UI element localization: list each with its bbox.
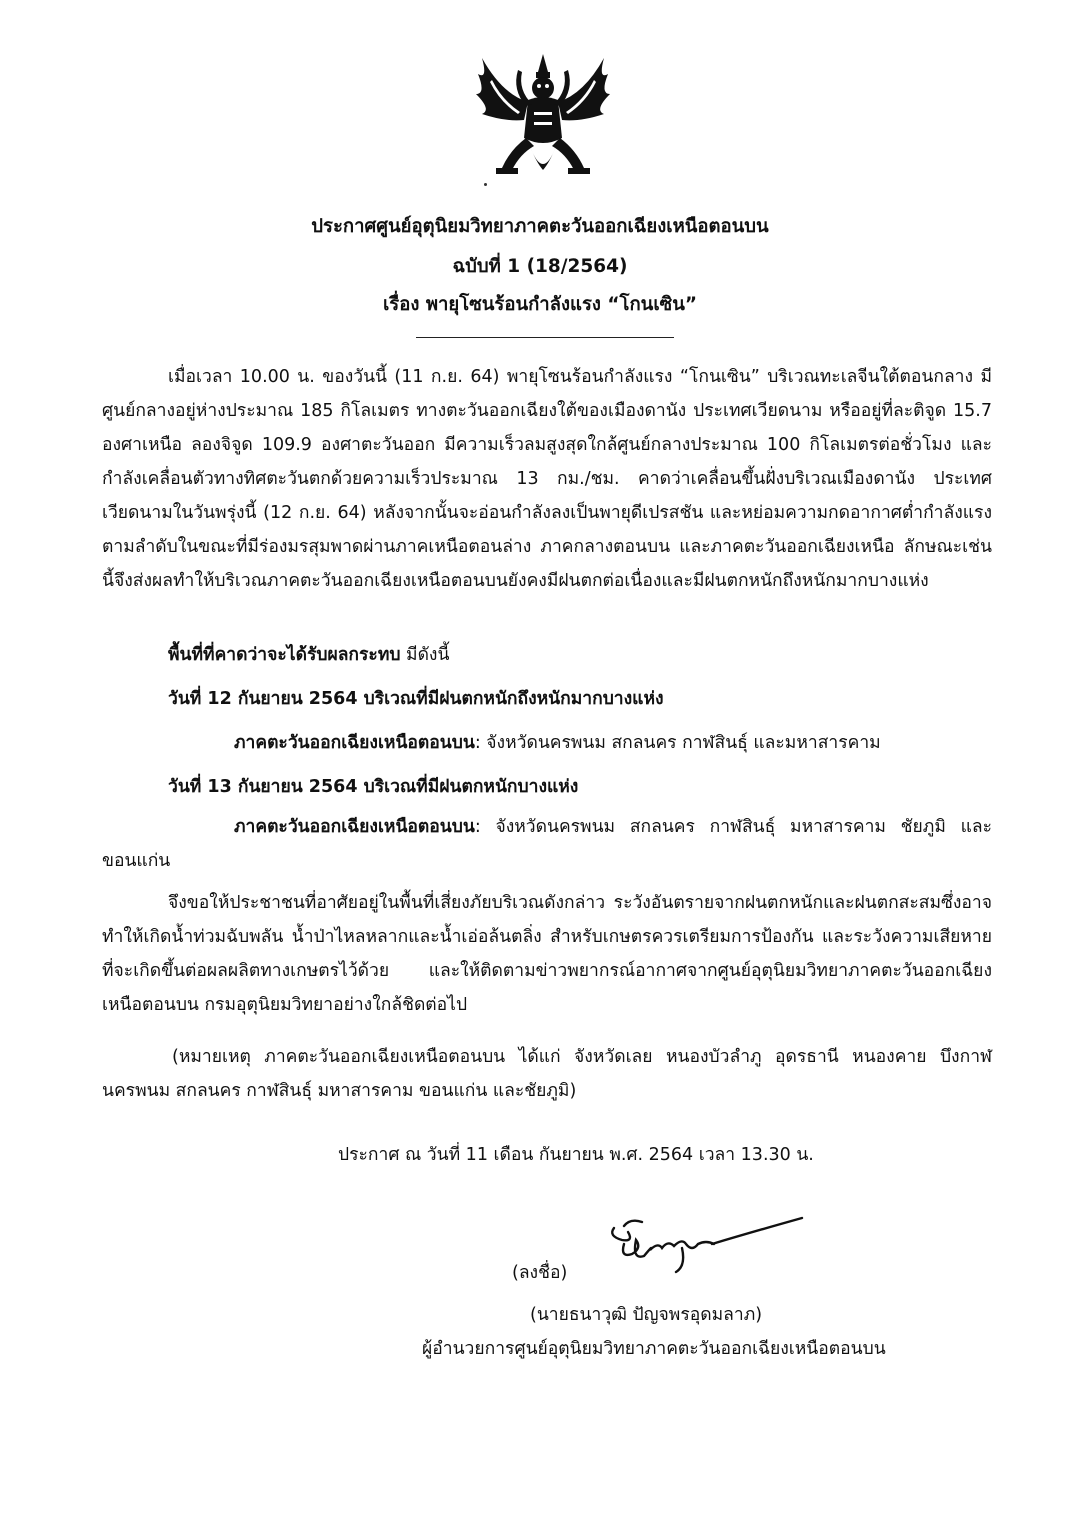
signer-title: ผู้อำนวยการศูนย์อุตุนิยมวิทยาภาคตะวันออกเฉียงเหนือตอนบน <box>422 1339 886 1359</box>
day2-heading: วันที่ 13 กันยายน 2564 บริเวณที่มีฝนตกหนักบางแห่ง <box>168 777 579 797</box>
intro-paragraph <box>102 360 992 598</box>
day2-detail <box>102 810 992 878</box>
signed-label: (ลงชื่อ) <box>512 1263 568 1283</box>
day2-region: ภาคตะวันออกเฉียงเหนือตอนบน <box>234 817 475 837</box>
affected-suffix: มีดังนี้ <box>400 645 450 665</box>
day1-detail <box>234 728 881 756</box>
day2-provinces: : จังหวัดนครพนม สกลนคร กาฬสินธุ์ มหาสารคาม ชัยภูมิ และขอนแก่น <box>102 817 992 871</box>
signature <box>602 1214 808 1280</box>
title-divider <box>416 337 674 338</box>
warning-paragraph <box>102 886 992 1022</box>
affected-areas-heading <box>168 640 449 668</box>
document-title: ประกาศศูนย์อุตุนิยมวิทยาภาคตะวันออกเฉียงเหนือตอนบน <box>311 216 769 237</box>
affected-label: พื้นที่ที่คาดว่าจะได้รับผลกระทบ <box>168 645 401 665</box>
garuda-emblem-icon <box>472 50 614 186</box>
day1-heading: วันที่ 12 กันยายน 2564 บริเวณที่มีฝนตกหนักถึงหนักมากบางแห่ง <box>168 689 664 709</box>
day1-provinces: : จังหวัดนครพนม สกลนคร กาฬสินธุ์ และมหาสารคาม <box>474 733 881 753</box>
note-paragraph <box>102 1040 992 1108</box>
signer-name: (นายธนาวุฒิ ปัญจพรอุดมลาภ) <box>530 1305 763 1325</box>
warning-text: จึงขอให้ประชาชนที่อาศัยอยู่ในพื้นที่เสี่ยงภัยบริเวณดังกล่าว ระวังอันตรายจากฝนตกหนักและฝนตกสะสมซึ่งอาจทำให้เกิดน้ำท่วมฉับพลัน น้ำป่าไหลหลากและน้ำเอ่อล้นตลิ่ง สำหรับเกษตรควรเตรียมการป้องกัน และระวังความเสียหายที่จะเกิดขึ้นต่อผลผลิตทางเกษตรไว้ด้วย และให้ติดตามข่าวพยากรณ์อากาศจากศูนย์อุตุนิยมวิทยาภาคตะวันออกเฉียงเหนือตอนบน กรมอุตุนิยมวิทยาอย่างใกล้ชิดต่อไป <box>102 893 992 1015</box>
stray-dot <box>484 183 487 186</box>
issue-number: ฉบับที่ 1 (18/2564) <box>452 256 628 277</box>
document-subject: เรื่อง พายุโซนร้อนกำลังแรง “โกนเซิน” <box>382 294 698 315</box>
note-text: (หมายเหตุ ภาคตะวันออกเฉียงเหนือตอนบน ได้แก่ จังหวัดเลย หนองบัวลำภู อุดรธานี หนองคาย บึงกาฬ นครพนม สกลนคร กาฬสินธุ์ มหาสารคาม ขอนแก่น และชัยภูมิ) <box>102 1047 992 1101</box>
announcement-date: ประกาศ ณ วันที่ 11 เดือน กันยายน พ.ศ. 2564 เวลา 13.30 น. <box>338 1145 814 1165</box>
day1-region: ภาคตะวันออกเฉียงเหนือตอนบน <box>234 733 475 753</box>
intro-text: เมื่อเวลา 10.00 น. ของวันนี้ (11 ก.ย. 64) พายุโซนร้อนกำลังแรง “โกนเซิน” บริเวณทะเลจีนใต้ตอนกลาง มีศูนย์กลางอยู่ห่างประมาณ 185 กิโลเมตร ทางตะวันออกเฉียงใต้ของเมืองดานัง ประเทศเวียดนาม หรืออยู่ที่ละติจูด 15.7 องศาเหนือ ลองจิจูด 109.9 องศาตะวันออก มีความเร็วลมสูงสุดใกล้ศูนย์กลางประมาณ 100 กิโลเมตรต่อชั่วโมง และกำลังเคลื่อนตัวทางทิศตะวันตกด้วยความเร็วประมาณ 13 กม./ชม. คาดว่าเคลื่อนขึ้นฝั่งบริเวณเมืองดานัง ประเทศเวียดนามในวันพรุ่งนี้ (12 ก.ย. 64) หลังจากนั้นจะอ่อนกำลังลงเป็นพายุดีเปรสชัน และหย่อมความกดอากาศต่ำกำลังแรงตามลำดับในขณะที่มีร่องมรสุมพาดผ่านภาคเหนือตอนล่าง ภาคกลางตอนบน และภาคตะวันออกเฉียงเหนือ ลักษณะเช่นนี้จึงส่งผลทำให้บริเวณภาคตะวันออกเฉียงเหนือตอนบนยังคงมีฝนตกต่อเนื่องและมีฝนตกหนักถึงหนักมากบางแห่ง <box>102 367 992 591</box>
